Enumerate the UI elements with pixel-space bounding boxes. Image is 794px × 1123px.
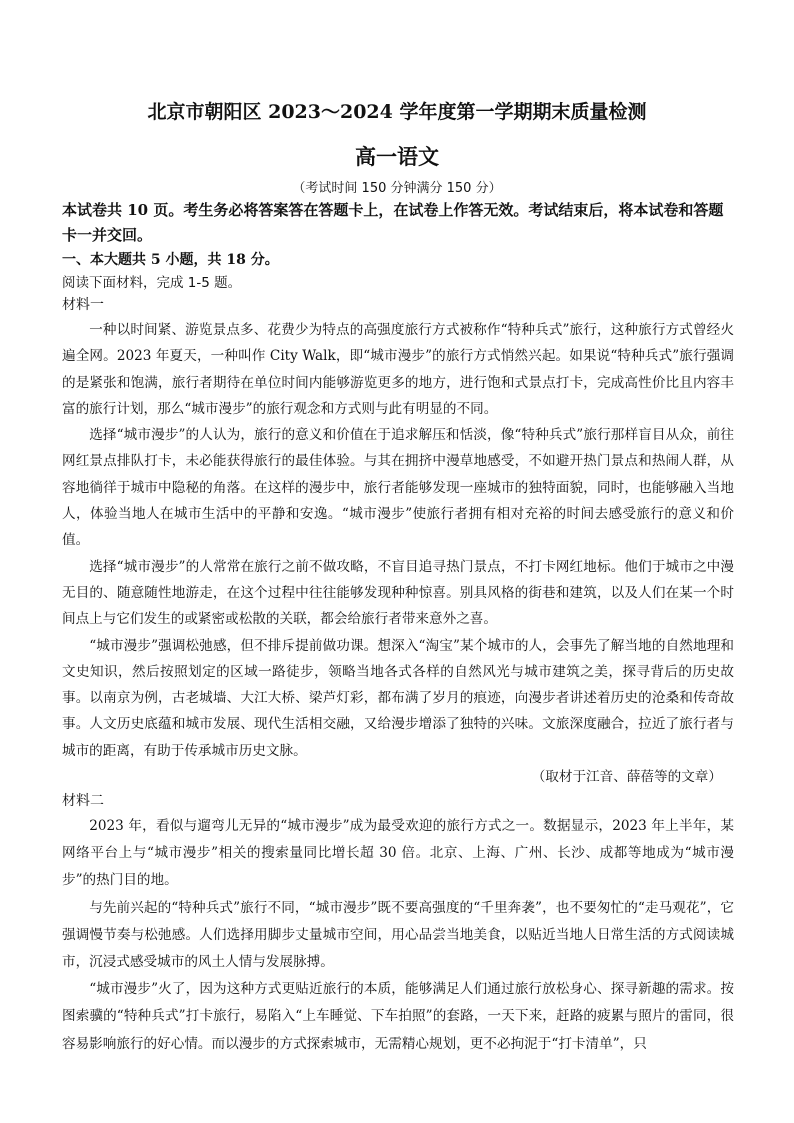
material-one-paragraph: 选择“城市漫步”的人认为，旅行的意义和价值在于追求解压和恬淡，像“特种兵式”旅行那样盲目从众，前往网红景点排队打卡，未必能获得旅行的最佳体验。与其在拥挤中漫草地感受，不如避开热门景点和热闹人群，从容地徜徉于城市中隐秘的角落。在这样的漫步中，旅行者能够发现一座城市的独特面貌，同时，也能够融入当地人，体验当地人在城市生活中的平静和安逸。“城市漫步”使旅行者拥有相对充裕的时间去感受旅行的意义和价值。 (62, 427, 734, 549)
instructions: 本试卷共 10 页。考生务必将答案答在答题卡上，在试卷上作答无效。考试结束后，将本试卷和答题卡一并交回。 (62, 201, 724, 244)
material-one-paragraph: “城市漫步”强调松弛感，但不排斥提前做功课。想深入“淘宝”某个城市的人，会事先了解当地的自然地理和文史知识，然后按照划定的区域一路徒步，领略当地各式各样的自然风光与城市建筑之美，探寻背后的历史故事。以南京为例，古老城墙、大江大桥、梁芦灯彩，都布满了岁月的痕迹，向漫步者讲述着历史的沧桑和传奇故事。人文历史底蕴和城市发展、现代生活相交融，又给漫步增添了独特的兴味。文旅深度融合，拉近了旅行者与城市的距离，有助于传承城市历史文脉。 (62, 637, 734, 759)
material-two-paragraph: 与先前兴起的“特种兵式”旅行不同，“城市漫步”既不要高强度的“千里奔袭”，也不要匆忙的“走马观花”，它强调慢节奏与松弛感。人们选择用脚步丈量城市空间，用心品尝当地美食，以贴近当地人日常生活的方式阅读城市，沉浸式感受城市的风土人情与发展脉搏。 (62, 899, 734, 971)
subject-title: 高一语文 (355, 144, 439, 169)
exam-title: 北京市朝阳区 2023～2024 学年度第一学期期末质量检测 (147, 101, 647, 123)
section-heading: 一、本大题共 5 小题，共 18 分。 (62, 252, 279, 268)
exam-body (62, 196, 734, 1058)
material-one-label: 材料一 (62, 297, 104, 313)
material-two-paragraph: 2023 年，看似与遛弯儿无异的“城市漫步”成为最受欢迎的旅行方式之一。数据显示，2023 年上半年，某网络平台上与“城市漫步”相关的搜索量同比增长超 30 倍。北京、上海、广州、长沙、成都等地成为“城市漫步”的热门目的地。 (62, 818, 734, 889)
material-two-paragraph: “城市漫步”火了，因为这种方式更贴近旅行的本质，能够满足人们通过旅行放松身心、探寻新趣的需求。按图索骥的“特种兵式”打卡旅行，易陷入“上车睡觉、下车拍照”的套路，一天下来，赶路的疲累与照片的雷同，很容易影响旅行的好心情。而以漫步的方式探索城市，无需精心规划，更不必拘泥于“打卡清单”，只 (62, 981, 734, 1052)
material-one-source: （取材于江音、薛蓓等的文章） (531, 769, 722, 786)
material-one-paragraph: 选择“城市漫步”的人常常在旅行之前不做攻略，不盲目追寻热门景点，不打卡网红地标。他们于城市之中漫无目的、随意随性地游走，在这个过程中往往能够发现种种惊喜。别具风格的街巷和建筑，以及人们在某一个时间点上与它们发生的或紧密或松散的关联，都会给旅行者带来意外之喜。 (62, 558, 734, 628)
exam-info: （考试时间 150 分钟满分 150 分） (292, 181, 502, 196)
material-one-paragraph: 一种以时间紧、游览景点多、花费少为特点的高强度旅行方式被称作“特种兵式”旅行，这种旅行方式曾经火遍全网。2023 年夏天，一种叫作 City Walk，即“城市漫步”的旅行方式悄然兴起。如果说“特种兵式”旅行强调的是紧张和饱满，旅行者期待在单位时间内能够游览更多的地方，进行饱和式景点打卡，完成高性价比且内容丰富的旅行计划，那么“城市漫步”的旅行观念和方式则与此有明显的不同。 (62, 322, 734, 417)
material-two-label: 材料二 (62, 793, 104, 810)
reading-prompt: 阅读下面材料，完成 1-5 题。 (62, 275, 242, 291)
